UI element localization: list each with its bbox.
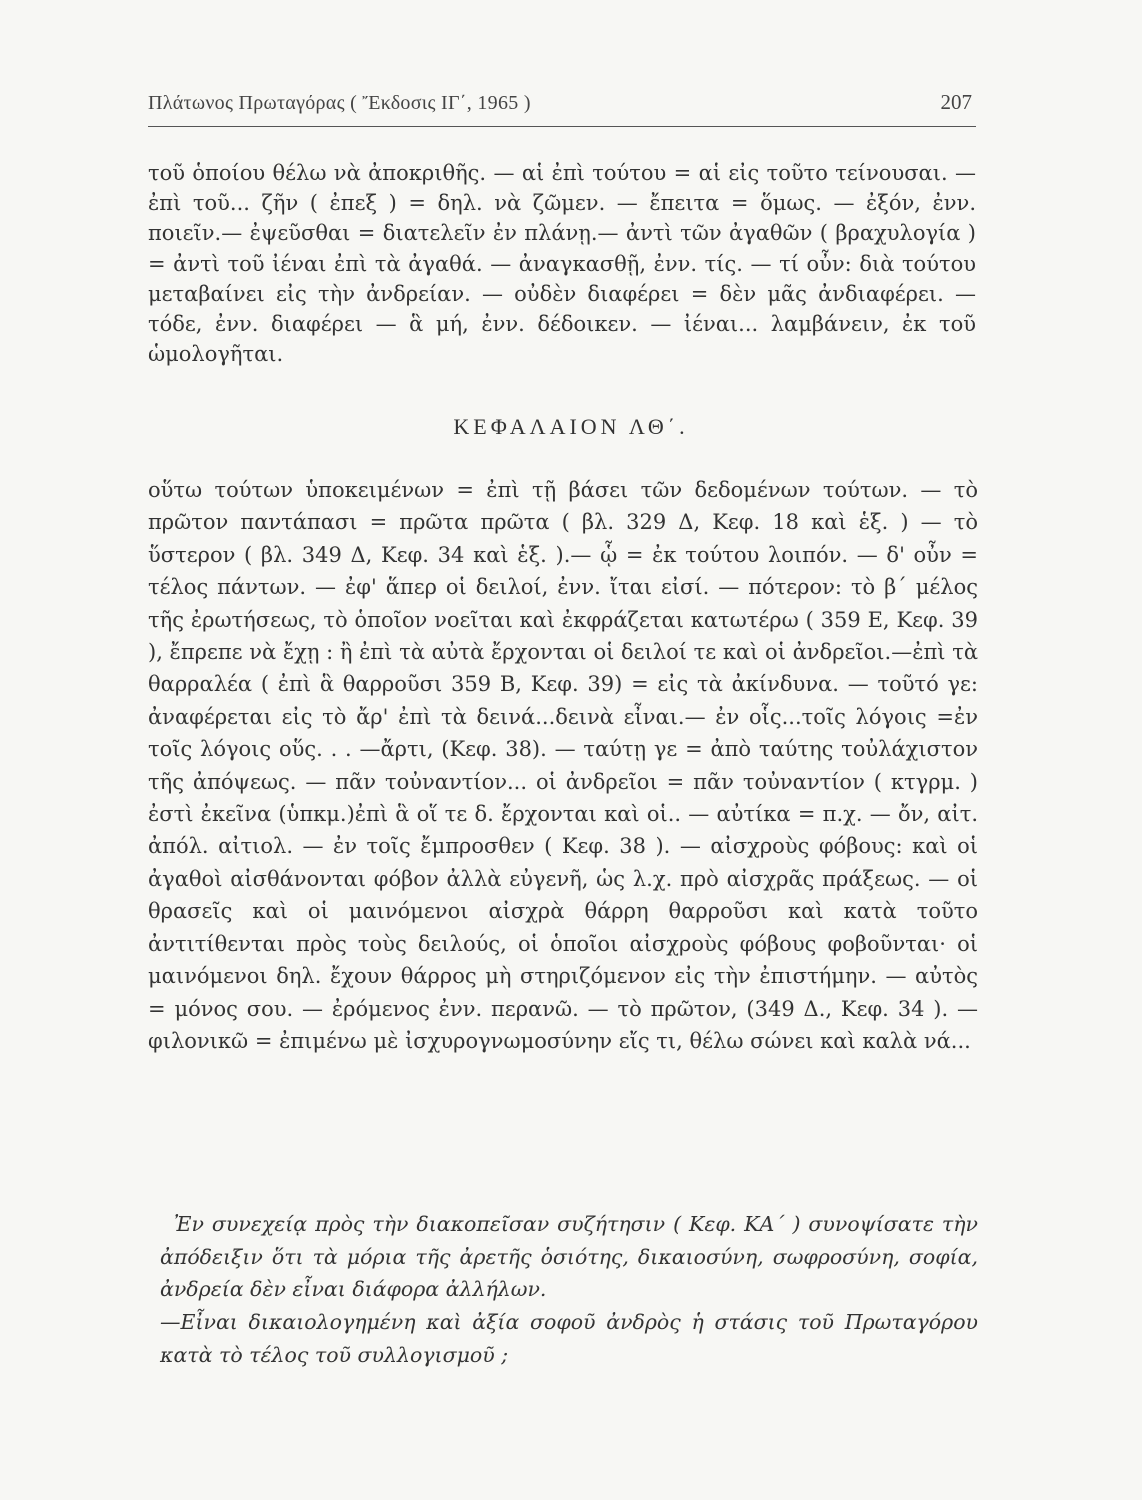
chapter-title: ΚΕΦΑΛΑΙΟΝ ΛΘ΄. <box>453 414 689 439</box>
page-header <box>148 86 976 127</box>
study-question: Ἐν συνεχείᾳ πρὸς τὴν διακοπεῖσαν συζήτησιν ( Κεφ. ΚΑ΄ ) συνοψίσατε τὴν ἀπόδειξιν ὅτι τὰ μόρια τῆς ἀρετῆς ὁσιότης, δικαιοσύνη, σωφροσύνη, σοφία, ἀνδρεία δὲν εἶναι διάφορα ἀλλήλων. <box>160 1212 978 1301</box>
gloss-paragraph: τοῦ ὁποίου θέλω νὰ ἀποκριθῆς. — αἱ ἐπὶ τούτου = αἱ εἰς τοῦτο τείνουσαι. — ἐπὶ τοῦ... ζῆν ( ἐπεξ ) = δηλ. νὰ ζῶμεν. — ἔπειτα = ὅμως. — ἐξόν, ἐνν. ποιεῖν.— ἐψεῦσθαι = διατελεῖν ἐν πλάνῃ.— ἀντὶ τῶν ἀγαθῶν ( βραχυλογία ) = ἀντὶ τοῦ ἰέναι ἐπὶ τὰ ἀγαθά. — ἀναγκασθῇ, ἐνν. τίς. — τί οὖν: διὰ τούτου μεταβαίνει εἰς τὴν ἀνδρείαν. — οὐδὲν διαφέρει = δὲν μᾶς ἀνδιαφέρει. — τόδε, ἐνν. διαφέρει — ἃ μή, ἐνν. δέδοικεν. — ἰέναι... λαμβάνειν, ἐκ τοῦ ὡμολογῆται. <box>148 161 976 367</box>
study-question: —Εἶναι δικαιολογημένη καὶ ἀξία σοφοῦ ἀνδρὸς ἡ στάσις τοῦ Πρωταγόρου κατὰ τὸ τέλος τοῦ συλλογισμοῦ ; <box>160 1310 978 1367</box>
running-head: Πλάτωνος Πρωταγόρας ( Ἔκδοσις ΙΓ΄, 1965 ) <box>148 92 531 114</box>
page-number: 207 <box>940 90 972 114</box>
chapter-notes: οὕτω τούτων ὑποκειμένων = ἐπὶ τῇ βάσει τῶν δεδομένων τούτων. — τὸ πρῶτον παντάπασι = πρῶτα πρῶτα ( βλ. 329 Δ, Κεφ. 18 καὶ ἑξ. ) — τὸ ὕστερον ( βλ. 349 Δ, Κεφ. 34 καὶ ἑξ. ).— ᾧ = ἐκ τούτου λοιπόν. — δ' οὖν = τέλος πάντων. — ἐφ' ἅπερ οἱ δειλοί, ἐνν. ἴται εἰσί. — πότερον: τὸ β΄ μέλος τῆς ἐρωτήσεως, τὸ ὁποῖον νοεῖται καὶ ἐκφράζεται κατωτέρω ( 359 Ε, Κεφ. 39 ), ἔπρεπε νὰ ἔχῃ : ἢ ἐπὶ τὰ αὐτὰ ἔρχονται οἱ δειλοί τε καὶ οἱ ἀνδρεῖοι.—ἐπὶ τὰ θαρραλέα ( ἐπὶ ἃ θαρροῦσι 359 Β, Κεφ. 39) = εἰς τὰ ἀκίνδυνα. — τοῦτό γε: ἀναφέρεται εἰς τὸ ἄρ' ἐπὶ τὰ δεινά...δεινὰ εἶναι.— ἐν οἷς...τοῖς λόγοις =ἐν τοῖς λόγοις οὕς. . . —ἄρτι, (Κεφ. 38). — ταύτῃ γε = ἀπὸ ταύτης τοὐλάχιστον τῆς ἀπόψεως. — πᾶν τοὐναντίον... οἱ ἀνδρεῖοι = πᾶν τοὐναντίον ( κτγρμ. ) ἐστὶ ἐκεῖνα (ὑπκμ.)ἐπὶ ἃ οἵ τε δ. ἔρχονται καὶ οἱ.. — αὐτίκα = π.χ. — ὄν, αἰτ. ἀπόλ. αἰτιολ. — ἐν τοῖς ἔμπροσθεν ( Κεφ. 38 ). — αἰσχροὺς φόβους: καὶ οἱ ἀγαθοὶ αἰσθάνονται φόβον ἀλλὰ εὐγενῆ, ὡς λ.χ. πρὸ αἰσχρᾶς πράξεως. — οἱ θρασεῖς καὶ οἱ μαινόμενοι αἰσχρὰ θάρρη θαρροῦσι καὶ κατὰ τοῦτο ἀντιτίθενται πρὸς τοὺς δειλούς, οἱ ὁποῖοι αἰσχροὺς φόβους φοβοῦνται· οἱ μαινόμενοι δηλ. ἔχουν θάρρος μὴ στηριζόμενον εἰς τὴν ἐπιστήμην. — αὐτὸς = μόνος σου. — ἐρόμενος ἐνν. περανῶ. — τὸ πρῶτον, (349 Δ., Κεφ. 34 ). — φιλονικῶ = ἐπιμένω μὲ ἰσχυρογνωμοσύνην εἴς τι, θέλω σώνει καὶ καλὰ νά... <box>148 478 978 1053</box>
